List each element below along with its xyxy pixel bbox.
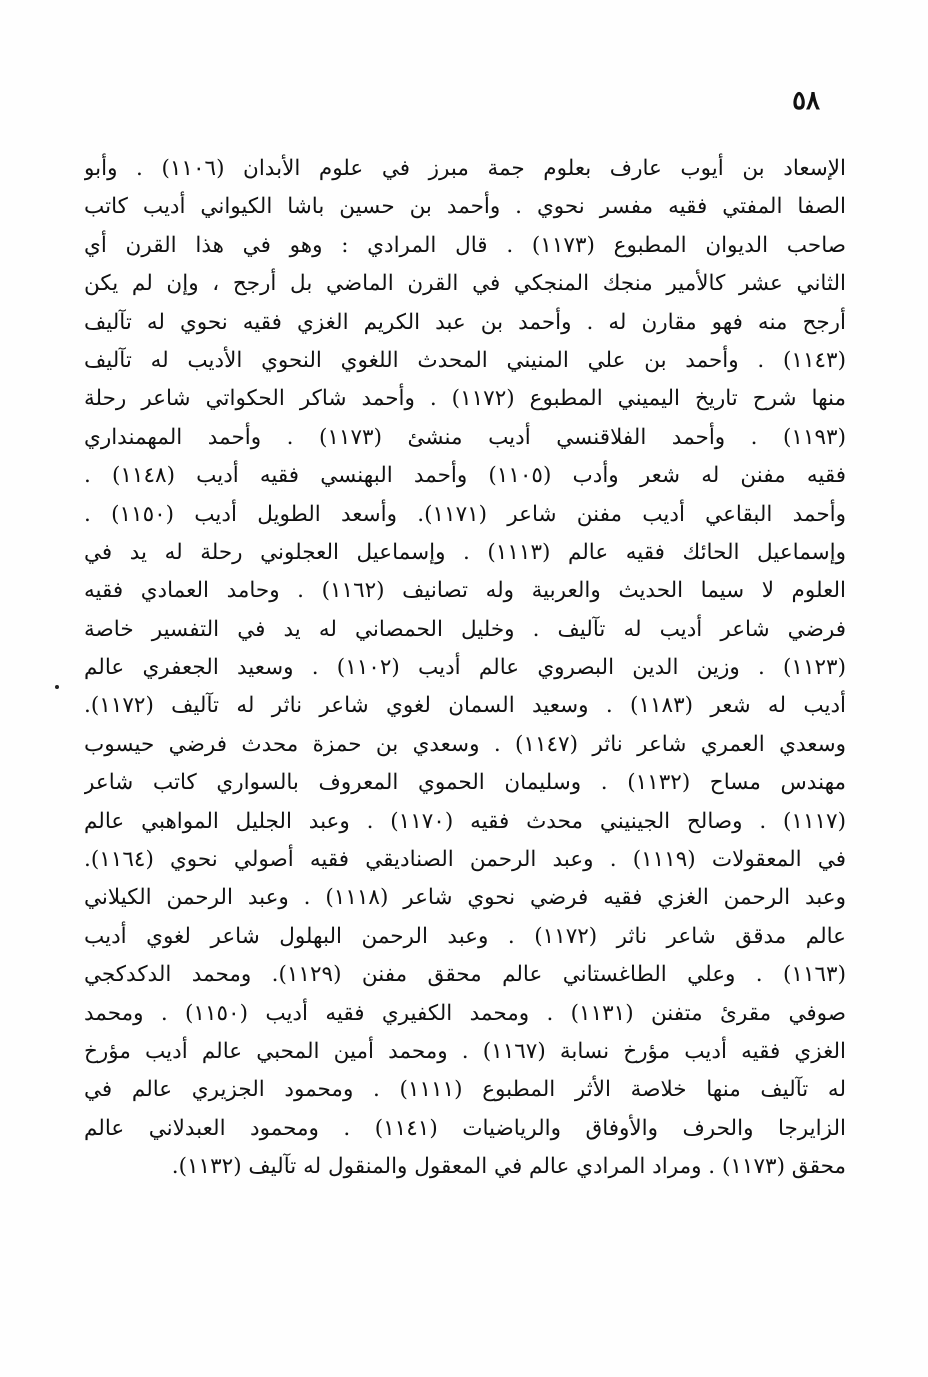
text-line: الصفا المفتي فقيه مفسر نحوي . وأحمد بن حسين باشا الكيواني أديب كاتب: [84, 194, 846, 220]
scan-speck: [55, 685, 59, 689]
text-line: أرجح منه فهو مقارن له . وأحمد بن عبد الكريم الغزي فقيه نحوي له تآليف: [84, 309, 846, 335]
text-line: وإسماعيل الحائك فقيه عالم (١١١٣) . وإسماعيل العجلوني رحلة له يد في: [84, 539, 846, 565]
text-line: له تآليف منها خلاصة الأثر المطبوع (١١١١) . ومحمود الجزيري عالم في: [84, 1077, 846, 1103]
text-line: صوفي مقرئ متفنن (١١٣١) . ومحمد الكفيري فقيه أديب (١١٥٠) . ومحمد: [84, 1000, 846, 1026]
text-line: (١١١٧) . وصالح الجينيني محدث فقيه (١١٧٠) . وعبد الجليل المواهبي عالم: [84, 808, 846, 834]
text-line: صاحب الديوان المطبوع (١١٧٣) . قال المرادي : وهو في هذا القرن أي: [84, 232, 846, 258]
text-line: فرضي شاعر أديب له تآليف . وخليل الحمصاني له يد في التفسير خاصة: [84, 616, 846, 642]
text-line: في المعقولات (١١١٩) . وعبد الرحمن الصناديقي فقيه أصولي نحوي (١١٦٤).: [84, 847, 846, 873]
body-text: [84, 150, 846, 1187]
page-number: ٥٨: [792, 86, 820, 116]
text-line: العلوم لا سيما الحديث والعربية وله تصانيف (١١٦٢) . وحامد العمادي فقيه: [84, 578, 846, 604]
text-line: محقق (١١٧٣) . ومراد المرادي عالم في المعقول والمنقول له تآليف (١١٣٢).: [171, 1154, 846, 1180]
text-line: الغزي فقيه أديب مؤرخ نسابة (١١٦٧) . ومحمد أمين المحبي عالم أديب مؤرخ: [84, 1038, 846, 1064]
text-line: منها شرح تاريخ اليميني المطبوع (١١٧٢) . وأحمد شاكر الحكواتي شاعر رحلة: [84, 386, 846, 412]
text-line: (١١٦٣) . وعلي الطاغستاني عالم محقق مفنن (١١٢٩). ومحمد الدكدكجي: [84, 962, 846, 988]
text-line: (١١٢٣) . وزين الدين البصروي عالم أديب (١١٠٢) . وسعيد الجعفري عالم: [84, 655, 846, 681]
text-line: الإسعاد بن أيوب عارف بعلوم جمة مبرز في علوم الأبدان (١١٠٦) . وأبو: [84, 156, 846, 181]
text-line: وأحمد البقاعي أديب مفنن شاعر (١١٧١). وأسعد الطويل أديب (١١٥٠) .: [84, 501, 846, 527]
text-line: الثاني عشر كالأمير منجك المنجكي في القرن الماضي بل أرجح ، وإن لم يكن: [84, 271, 846, 297]
text-line: فقيه مفنن له شعر وأدب (١١٠٥) وأحمد البهنسي فقيه أديب (١١٤٨) .: [84, 463, 846, 489]
text-line: مهندس مساح (١١٣٢) . وسليمان الحموي المعروف بالسواري كاتب شاعر: [84, 770, 846, 796]
text-line: الزايرجا والحرف والأوفاق والرياضيات (١١٤١) . ومحمود العبدلاني عالم: [84, 1115, 846, 1141]
text-line: وسعدي العمري شاعر ناثر (١١٤٧) . وسعدي بن حمزة محدث فرضي حيسوب: [84, 731, 846, 757]
text-line: (١١٩٣) . وأحمد الفلاقنسي أديب منشئ (١١٧٣) . وأحمد المهمنداري: [84, 424, 846, 450]
text-line: (١١٤٣) . وأحمد بن علي المنيني المحدث اللغوي النحوي الأديب له تآليف: [84, 347, 846, 373]
text-line: عالم مدقق شاعر ناثر (١١٧٢) . وعبد الرحمن البهلول شاعر لغوي أديب: [84, 923, 846, 949]
text-line: وعبد الرحمن الغزي فقيه فرضي نحوي شاعر (١١١٨) . وعبد الرحمن الكيلاني: [84, 885, 846, 911]
text-line: أديب له شعر (١١٨٣) . وسعيد السمان لغوي شاعر ناثر له تآليف (١١٧٢).: [84, 693, 846, 719]
